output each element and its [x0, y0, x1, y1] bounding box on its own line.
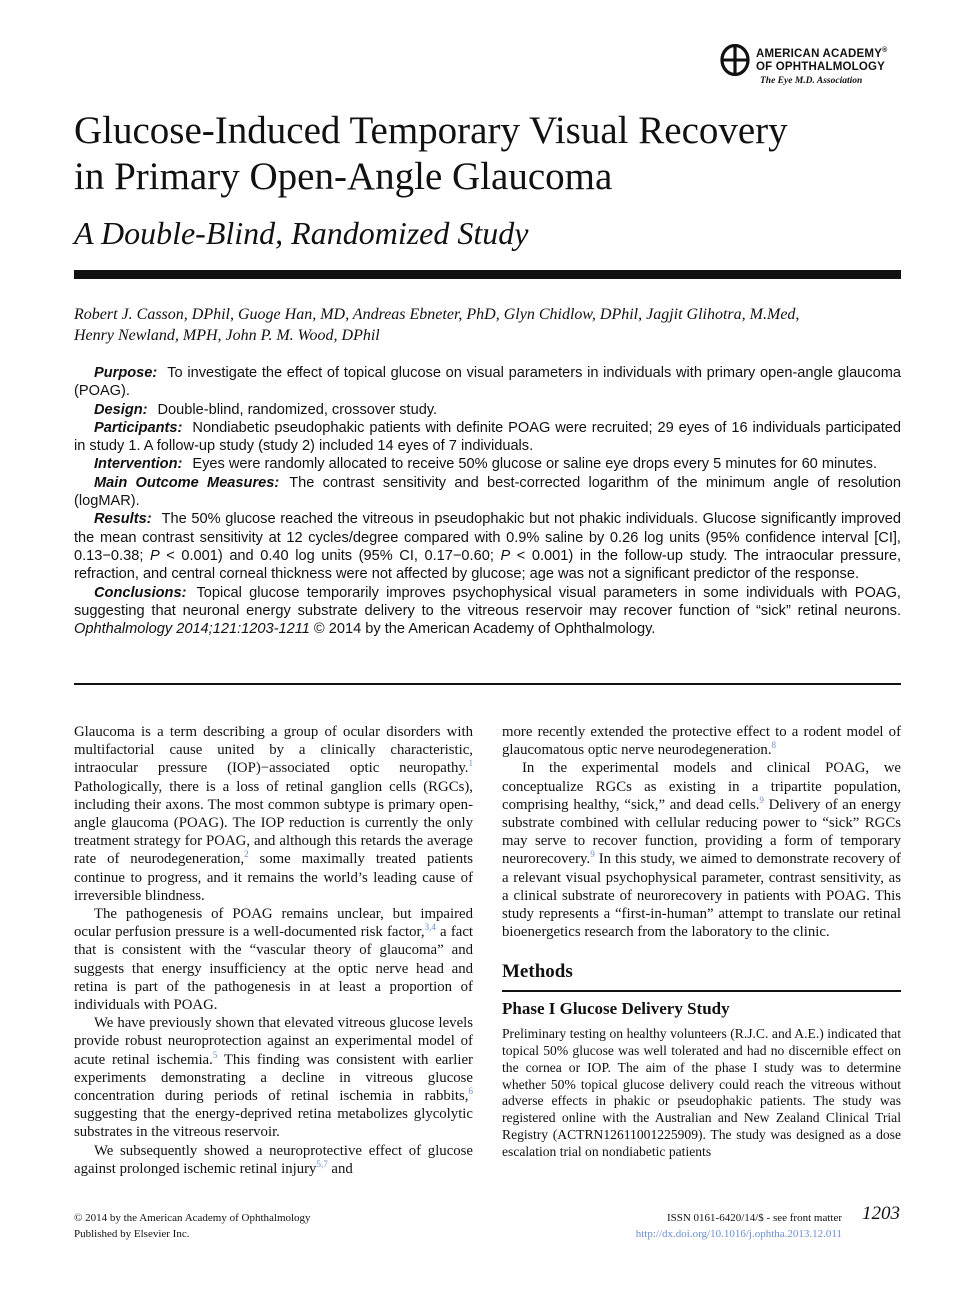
abstract-purpose: Purpose: To investigate the effect of topical glucose on visual parameters in individuals with primary open-angle glaucoma (POAG). — [74, 365, 901, 400]
footer-left — [74, 1210, 311, 1242]
aao-emblem-icon — [720, 44, 750, 76]
abstract-participants: Participants: Nondiabetic pseudophakic patients with definite POAG were recruited; 29 eyes of 16 individuals participated in study 1. A follow-up study (study 2) included 14 eyes of 7 individuals. — [74, 419, 901, 455]
reference-link[interactable]: 8 — [771, 740, 777, 751]
body-paragraph: We subsequently showed a neuroprotective effect of glucose against prolonged ischemic retinal injury$^{5,7}$ and — [74, 1142, 473, 1177]
logo-wordmark: AMERICAN ACADEMY® OF OPHTHALMOLOGY — [756, 47, 888, 73]
reference-link[interactable]: 3,4 — [424, 922, 436, 933]
reference-link[interactable]: 9 — [590, 849, 595, 860]
title-rule — [74, 270, 901, 279]
reference-link[interactable]: 5 — [212, 1049, 218, 1060]
subsection-heading-phase1: Phase I Glucose Delivery Study — [502, 998, 730, 1018]
reference-link[interactable]: 5,7 — [316, 1158, 328, 1169]
abstract-outcome: Main Outcome Measures: The contrast sensitivity and best-corrected logarithm of the minimum angle of resolution (logMAR). — [74, 474, 901, 510]
abstract — [74, 364, 901, 638]
abstract-design: Design: Double-blind, randomized, crossover study. — [94, 401, 438, 418]
abstract-conclusions: Conclusions: Topical glucose temporarily improves psychophysical visual parameters in some individuals with POAG, suggesting that neuronal energy substrate delivery to the vitreous reservoir may recover function of “sick” retinal neurons. Ophthalmology 2014;121:1203-1211 © 2014 by the American Academy of Ophthalmology. — [74, 584, 901, 638]
abstract-results: Results: The 50% glucose reached the vitreous in pseudophakic but not phakic individuals. Glucose significantly improved the mean contrast sensitivity at 12 cycles/degree compared with 0.9% saline by 0.26 log units (95% confidence interval [CI], 0.13−0.38; P < 0.001) and 0.40 log units (95% CI, 0.17−0.60; P < 0.001) in the follow-up study. The intraocular pressure, refraction, and central corneal thickness were not affected by glucose; age was not a significant predictor of the response. — [74, 511, 901, 583]
footer-publisher: Published by Elsevier Inc. — [74, 1228, 190, 1240]
aao-logo — [720, 42, 920, 92]
reference-link[interactable]: 2 — [244, 849, 249, 860]
body-paragraph: The pathogenesis of POAG remains unclear, but impaired ocular perfusion pressure is a well-documented risk factor,$^{3,4}$ a fact that is consistent with the “vascular theory of glaucoma” and suggests that energy insufficiency at the optic nerve head and retina is part of the pathogenesis in at least a proportion of individuals with POAG. — [74, 906, 474, 1014]
body-column-right — [502, 723, 901, 1161]
logo-tagline: The Eye M.D. Association — [760, 76, 863, 86]
body-paragraph: Preliminary testing on healthy volunteers (R.J.C. and A.E.) indicated that topical 50% glucose was well tolerated and had no discernible effect on the cornea or IOP. The aim of the phase I study was to determine whether 50% topical glucose delivery could reach the vitreous without adverse effects in phakic or pseudophakic patients. The study was registered online with the Australian and New Zealand Clinical Trial Registry (ACTRN12611001225909). The study was designed as a dose escalation trial on nondiabetic patients — [502, 1025, 901, 1160]
author-list: Robert J. Casson, DPhil, Guoge Han, MD, Andreas Ebneter, PhD, Glyn Chidlow, DPhil, Jagjit Glihotra, M.Med, Henry Newland, MPH, John P. M. Wood, DPhil — [74, 306, 800, 344]
body-paragraph: Glaucoma is a term describing a group of ocular disorders with multifactorial cause united by a clinically characteristic, intraocular pressure (IOP)−associated optic neuropathy.$^1$ Pathologically, there is a loss of retinal ganglion cells (RGCs), including their axons. The most common subtype is primary open-angle glaucoma (POAG). The IOP reduction is currently the only treatment strategy for POAG, and although this retards the average rate of neurodegeneration,$^2$ some maximally treated patients continue to progress, and it remains the world’s leading cause of irreversible blindness. — [74, 724, 474, 904]
section-heading-methods: Methods — [502, 961, 573, 983]
body-paragraph: more recently extended the protective effect to a rodent model of glaucomatous optic nerve neurodegeneration.$^8$ — [502, 724, 901, 759]
abstract-intervention: Intervention: Eyes were randomly allocated to receive 50% glucose or saline eye drops every 5 minutes for 60 minutes. — [94, 456, 878, 473]
abstract-rule — [74, 683, 901, 685]
article-title: Glucose-Induced Temporary Visual Recovery in Primary Open-Angle Glaucoma — [74, 109, 788, 198]
body-paragraph: We have previously shown that elevated vitreous glucose levels provide robust neuroprotection against an experimental model of acute retinal ischemia.$^5$ This finding was consistent with earlier experiments demonstrating a decline in vitreous glucose concentration during periods of retinal ischemia in rabbits,$^6$ suggesting that the energy-deprived retina metabolizes glycolytic substrates in the vitreous reservoir. — [74, 1015, 473, 1141]
body-column-left — [74, 723, 473, 1178]
footer-right — [560, 1210, 842, 1242]
journal-citation: Ophthalmology 2014;121:1203-1211 — [74, 621, 310, 638]
page-number: 1203 — [862, 1203, 900, 1224]
article-subtitle: A Double-Blind, Randomized Study — [74, 215, 529, 251]
section-rule — [502, 990, 901, 992]
reference-link[interactable]: 1 — [468, 758, 473, 769]
footer-copyright: © 2014 by the American Academy of Ophthalmology — [74, 1212, 311, 1224]
doi-link[interactable]: http://dx.doi.org/10.1016/j.ophtha.2013.12.011 — [635, 1228, 842, 1240]
footer-issn: ISSN 0161-6420/14/$ - see front matter — [666, 1212, 842, 1224]
body-paragraph: In the experimental models and clinical POAG, we conceptualize RGCs as existing in a tripartite population, comprising healthy, “sick,” and dead cells.$^9$ Delivery of an energy substrate combined with cellular reducing power to “sick” RGCs may serve to recover function, providing a form of temporary neurorecovery.$^9$ In this study, we aimed to demonstrate recovery of a relevant visual psychophysical parameter, contrast sensitivity, as a clinical substrate of neurorecovery in patients with POAG. This study represents a “first-in-human” attempt to translate our retinal bioenergetics research from the laboratory to the clinic. — [502, 760, 901, 941]
reference-link[interactable]: 9 — [759, 794, 764, 805]
reference-link[interactable]: 6 — [468, 1086, 473, 1097]
